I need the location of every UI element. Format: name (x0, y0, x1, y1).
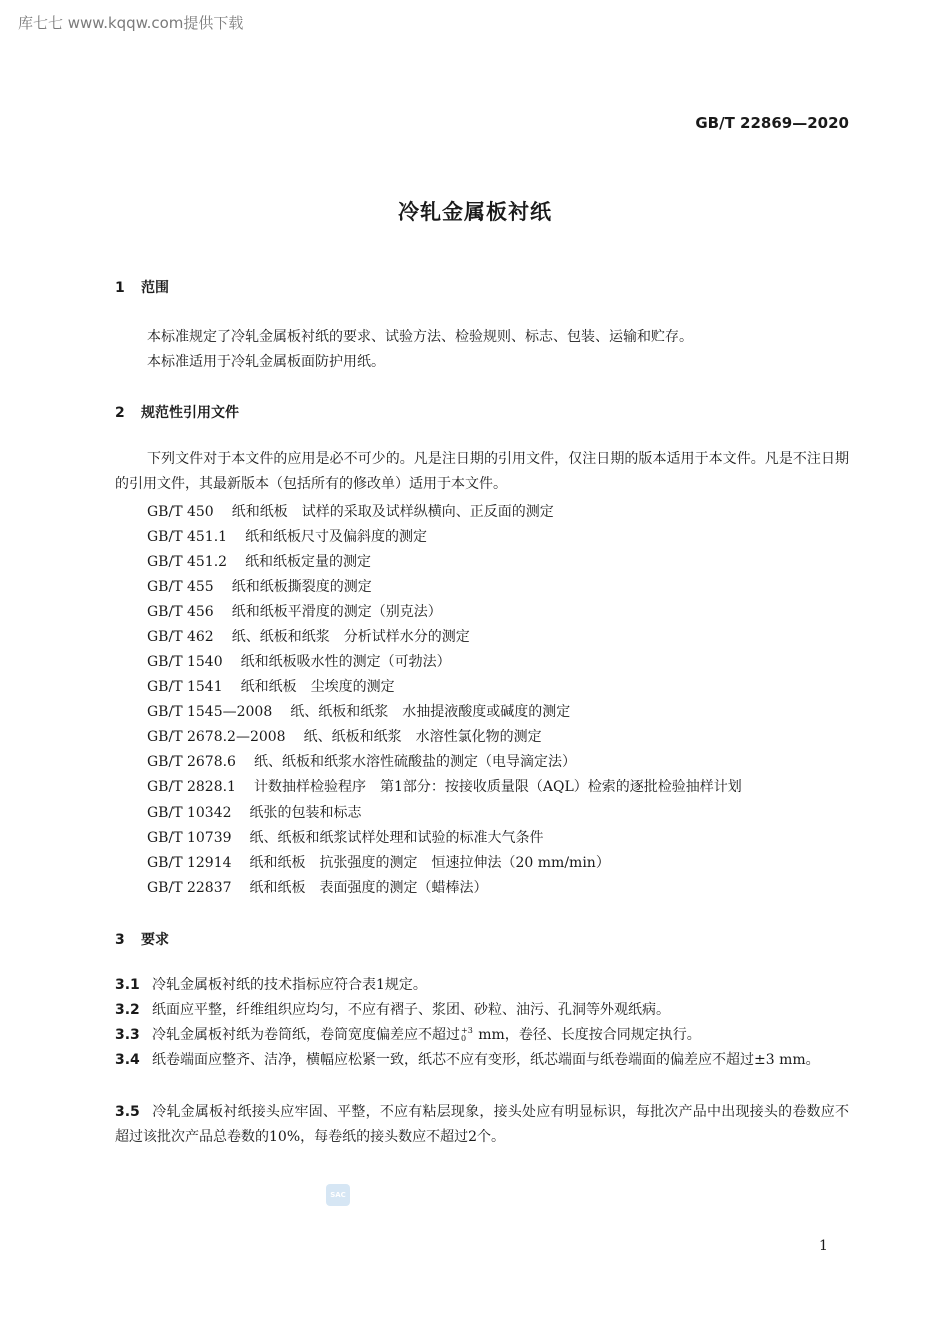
reference-item (147, 651, 451, 671)
requirement-item (115, 1048, 849, 1073)
reference-item (147, 827, 544, 847)
reference-title: 纸、纸板和纸浆 水溶性氯化物的测定 (303, 729, 542, 745)
reference-code: GB/T 451.2 (147, 554, 228, 570)
tolerance-upper: +3 (461, 1026, 473, 1035)
reference-code: GB/T 12914 (147, 855, 232, 871)
reference-code: GB/T 451.1 (147, 529, 228, 545)
requirement-item (115, 998, 849, 1023)
reference-code: GB/T 10739 (147, 830, 232, 846)
section-title: 规范性引用文件 (141, 405, 239, 421)
reference-code: GB/T 2678.2—2008 (147, 729, 286, 745)
section-number: 3 (115, 932, 125, 948)
requirement-number: 3.4 (115, 1052, 140, 1068)
section-title: 要求 (141, 932, 169, 948)
reference-code: GB/T 22837 (147, 880, 232, 896)
reference-title: 纸和纸板撕裂度的测定 (231, 579, 372, 595)
reference-item (147, 802, 362, 822)
requirement-text: 冷轧金属板衬纸为卷筒纸，卷筒宽度偏差应不超过 (152, 1027, 460, 1043)
reference-code: GB/T 1540 (147, 654, 223, 670)
reference-title: 纸、纸板和纸浆 分析试样水分的测定 (231, 629, 470, 645)
reference-title: 纸和纸板吸水性的测定（可勃法） (240, 654, 451, 670)
reference-item (147, 626, 470, 646)
reference-code: GB/T 462 (147, 629, 214, 645)
reference-title: 纸和纸板平滑度的测定（别克法） (231, 604, 442, 620)
reference-title: 纸张的包装和标志 (249, 805, 362, 821)
requirement-item (115, 1100, 849, 1150)
reference-title: 纸、纸板和纸浆 水抽提液酸度或碱度的测定 (290, 704, 571, 720)
page-number: 1 (819, 1238, 828, 1254)
section-title: 范围 (141, 280, 169, 296)
requirement-text: 冷轧金属板衬纸接头应牢固、平整，不应有粘层现象，接头处应有明显标识，每批次产品中出现接头的卷数应不超过该批次产品总卷数的10%，每卷纸的接头数应不超过2个。 (115, 1104, 849, 1145)
reference-code: GB/T 2828.1 (147, 779, 236, 795)
requirement-item (115, 1023, 849, 1048)
reference-title: 纸、纸板和纸浆水溶性硫酸盐的测定（电导滴定法） (253, 754, 576, 770)
reference-item (147, 776, 742, 796)
reference-item (147, 852, 610, 872)
scope-paragraph: 本标准规定了冷轧金属板衬纸的要求、试验方法、检验规则、标志、包装、运输和贮存。 (147, 329, 693, 345)
reference-title: 计数抽样检验程序 第1部分：按接收质量限（AQL）检索的逐批检验抽样计划 (253, 779, 742, 795)
reference-item (147, 877, 488, 897)
reference-item (147, 701, 570, 721)
scope-paragraph: 本标准适用于冷轧金属板面防护用纸。 (147, 354, 385, 370)
reference-item (147, 676, 395, 696)
reference-title: 纸和纸板 表面强度的测定（蜡棒法） (249, 880, 488, 896)
document-code: GB/T 22869—2020 (695, 114, 849, 132)
reference-title: 纸和纸板 试样的采取及试样纵横向、正反面的测定 (231, 504, 554, 520)
reference-title: 纸和纸板定量的测定 (245, 554, 372, 570)
document-title: 冷轧金属板衬纸 (398, 200, 552, 224)
references-intro: 下列文件对于本文件的应用是必不可少的。凡是注日期的引用文件，仅注日期的版本适用于本文件。凡是不注日期的引用文件，其最新版本（包括所有的修改单）适用于本文件。 (115, 451, 849, 492)
reference-title: 纸和纸板尺寸及偏斜度的测定 (245, 529, 428, 545)
requirement-text: mm，卷径、长度按合同规定执行。 (473, 1027, 701, 1043)
section-heading-references (115, 402, 239, 422)
reference-title: 纸、纸板和纸浆试样处理和试验的标准大气条件 (249, 830, 544, 846)
requirement-text: 冷轧金属板衬纸的技术指标应符合表1规定。 (152, 977, 427, 993)
reference-code: GB/T 1545—2008 (147, 704, 273, 720)
reference-item (147, 751, 576, 771)
requirement-number: 3.2 (115, 1002, 140, 1018)
section-number: 2 (115, 405, 125, 421)
reference-item (147, 576, 372, 596)
tolerance-fraction (461, 1027, 473, 1043)
requirement-number: 3.3 (115, 1027, 140, 1043)
requirement-text: 纸面应平整，纤维组织应均匀，不应有褶子、浆团、砂粒、油污、孔洞等外观纸病。 (152, 1002, 670, 1018)
tolerance-lower: 0 (461, 1034, 467, 1043)
reference-code: GB/T 450 (147, 504, 214, 520)
reference-item (147, 501, 554, 521)
requirement-number: 3.1 (115, 977, 140, 993)
section-number: 1 (115, 280, 125, 296)
reference-item (147, 601, 442, 621)
watermark-text: 库七七 www.kqqw.com提供下载 (18, 14, 244, 32)
section-heading-scope (115, 277, 169, 297)
reference-code: GB/T 2678.6 (147, 754, 236, 770)
reference-code: GB/T 10342 (147, 805, 232, 821)
reference-item (147, 526, 427, 546)
requirement-text: 纸卷端面应整齐、洁净，横幅应松紧一致，纸芯不应有变形，纸芯端面与纸卷端面的偏差应不超过±3 mm。 (152, 1052, 820, 1068)
reference-code: GB/T 1541 (147, 679, 223, 695)
reference-title: 纸和纸板 尘埃度的测定 (240, 679, 395, 695)
requirement-item (115, 973, 849, 998)
reference-item (147, 726, 542, 746)
reference-code: GB/T 455 (147, 579, 214, 595)
reference-item (147, 551, 371, 571)
reference-title: 纸和纸板 抗张强度的测定 恒速拉伸法（20 mm/min） (249, 855, 610, 871)
reference-code: GB/T 456 (147, 604, 214, 620)
sac-logo-stamp: SAC (326, 1184, 350, 1206)
requirement-number: 3.5 (115, 1104, 140, 1120)
section-heading-requirements (115, 929, 169, 949)
